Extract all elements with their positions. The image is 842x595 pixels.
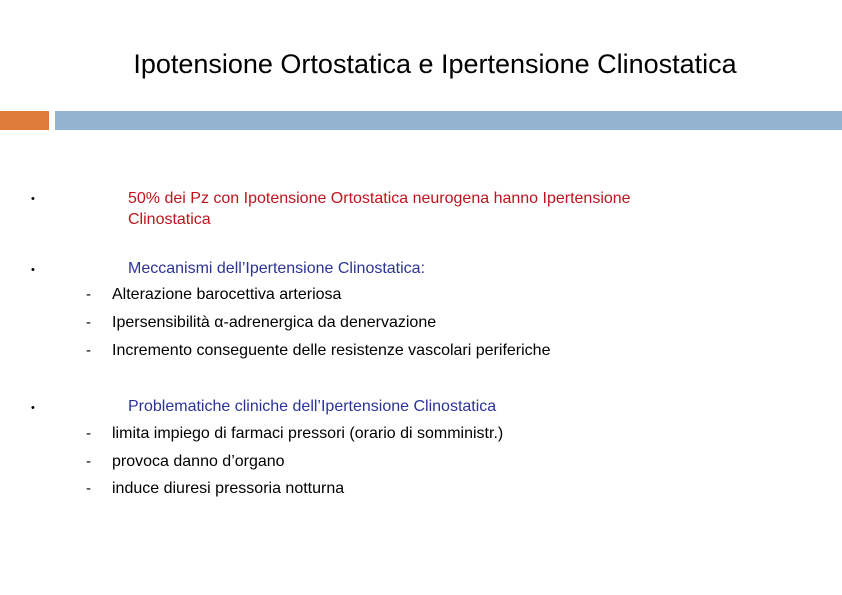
sub-item-dash: - <box>86 453 91 470</box>
bullet-marker: • <box>31 402 35 414</box>
bullet-1-line-2: Clinostatica <box>128 211 211 228</box>
sub-item-text: Ipersensibilità α-adrenergica da denervazione <box>112 314 437 331</box>
sub-item-dash: - <box>86 425 91 442</box>
sub-item-text: limita impiego di farmaci pressori (orario di somministr.) <box>112 425 504 442</box>
bullet-marker: • <box>31 264 35 276</box>
sub-item-dash: - <box>86 342 91 359</box>
sub-item-dash: - <box>86 480 91 497</box>
bullet-marker: • <box>31 193 35 205</box>
slide-title: Ipotensione Ortostatica e Ipertensione Clinostatica <box>133 49 737 79</box>
sub-item-text: Incremento conseguente delle resistenze vascolari periferiche <box>112 342 551 359</box>
sub-item-text: induce diuresi pressoria notturna <box>112 480 345 497</box>
sub-item-dash: - <box>86 286 91 303</box>
sub-item-text: Alterazione barocettiva arteriosa <box>112 286 342 303</box>
bullet-1-line-1: 50% dei Pz con Ipotensione Ortostatica neurogena hanno Ipertensione <box>128 190 631 207</box>
accent-bar-blue <box>55 111 842 130</box>
bullet-3-heading: Problematiche cliniche dell’Ipertensione Clinostatica <box>128 398 497 415</box>
sub-item-dash: - <box>86 314 91 331</box>
sub-item-text: provoca danno d’organo <box>112 453 285 470</box>
bullet-2-heading: Meccanismi dell’Ipertensione Clinostatica: <box>128 260 426 277</box>
accent-bar-orange <box>0 111 49 130</box>
